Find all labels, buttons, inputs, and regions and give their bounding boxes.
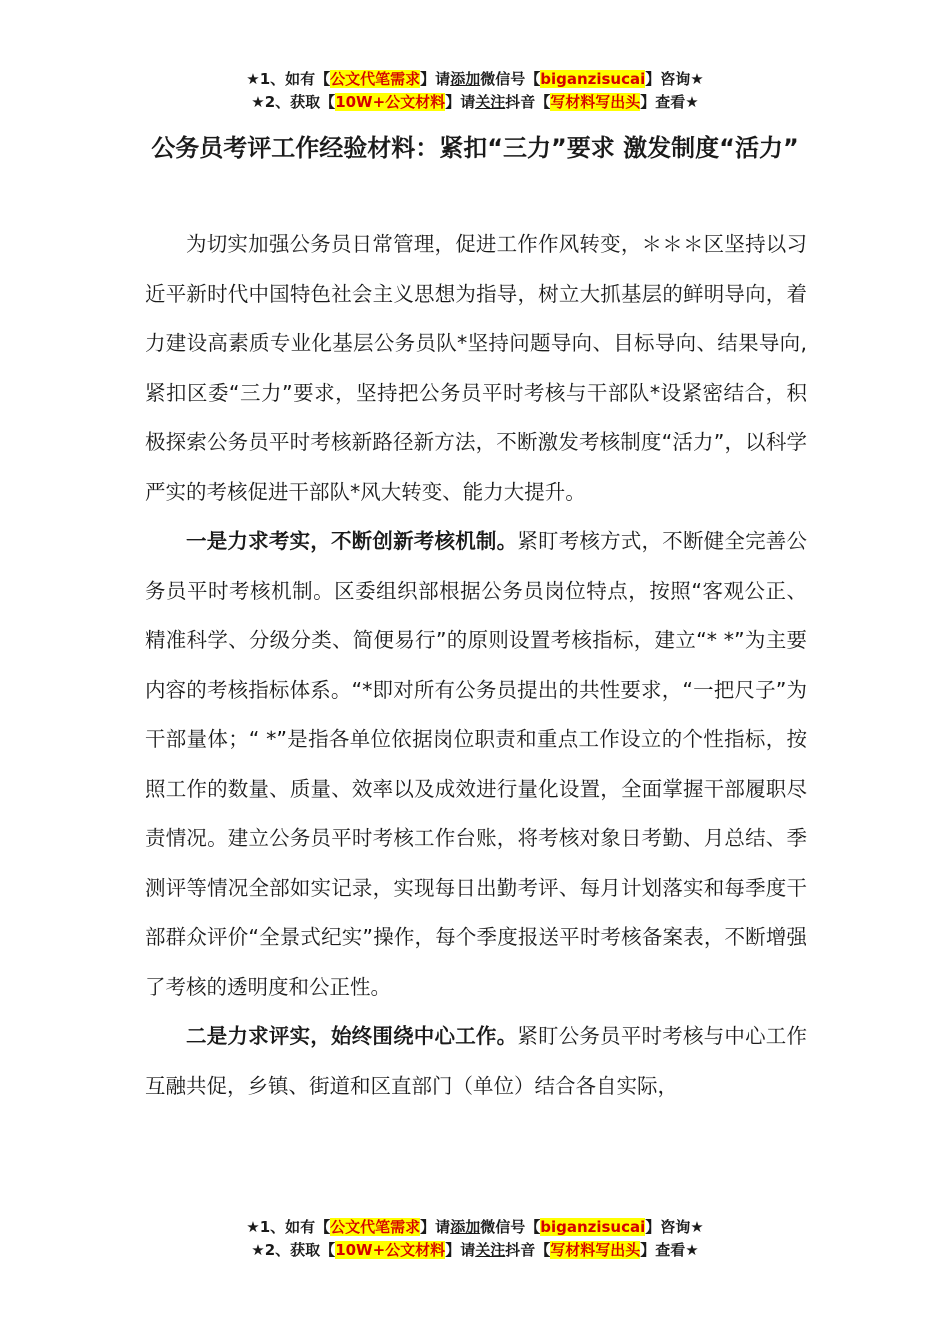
banner-text: 】查看★ <box>640 1241 699 1259</box>
paragraph-section-1 <box>145 517 807 1012</box>
paragraph-intro <box>145 220 807 517</box>
banner-underline: 关注 <box>475 93 506 111</box>
banner-text: 】咨询★ <box>645 70 704 88</box>
paragraph-lead: 一是力求考实，不断创新考核机制。 <box>186 529 518 553</box>
paragraph-text: 紧盯公务员平时考核与中心工作互融共促，乡镇、街道和区直部门（单位）结合各自实际， <box>145 1024 808 1098</box>
banner-highlight: 公文代笔需求 <box>330 1218 421 1236</box>
banner-line-2 <box>0 91 950 114</box>
banner-underline: 关注 <box>475 1241 506 1259</box>
banner-highlight: biganzisucai <box>540 1218 646 1236</box>
banner-underline: 添加 <box>450 1218 481 1236</box>
banner-highlight: 10W+公文材料 <box>335 93 446 111</box>
paragraph-text: 紧盯考核方式，不断健全完善公务员平时考核机制。区委组织部根据公务员岗位特点，按照“客观公正、精准科学、分级分类、简便易行”的原则设置考核指标，建立“* *”为主要内容的考核指标体系。“*即对所有公务员提出的共性要求，“一把尺子”为干部量体；“ *”是指各单位依据岗位职责和重点工作设立的个性指标，按照工作的数量、质量、效率以及成效进行量化设置，全面掌握干部履职尽责情况。建立公务员平时考核工作台账，将考核对象日考勤、月总结、季测评等情况全部如实记录，实现每日出勤考评、每月计划落实和每季度干部群众评价“全景式纪实”操作，每个季度报送平时考核备案表，不断增强了考核的透明度和公正性。 <box>145 529 808 999</box>
banner-highlight: 公文代笔需求 <box>330 70 421 88</box>
document-body <box>145 220 807 1111</box>
banner-text: 】咨询★ <box>645 1218 704 1236</box>
banner-text: 】请 <box>445 93 476 111</box>
banner-text: 】查看★ <box>640 93 699 111</box>
banner-text: 】请 <box>420 70 451 88</box>
banner-text: 】请 <box>420 1218 451 1236</box>
banner-text: ★1、如有【 <box>246 70 331 88</box>
banner-underline: 添加 <box>450 70 481 88</box>
banner-line-1 <box>0 1216 950 1239</box>
paragraph-text: 为切实加强公务员日常管理，促进工作作风转变，＊＊＊区坚持以习近平新时代中国特色社会主义思想为指导，树立大抓基层的鲜明导向，着力建设高素质专业化基层公务员队*坚持问题导向、目标导向、结果导向,紧扣区委“三力”要求，坚持把公务员平时考核与干部队*设紧密结合，积极探索公务员平时考核新路径新方法，不断激发考核制度“活力”，以科学严实的考核促进干部队*风大转变、能力大提升。 <box>145 232 807 504</box>
banner-highlight: 写材料写出头 <box>550 1241 641 1259</box>
banner-text: ★1、如有【 <box>246 1218 331 1236</box>
banner-highlight: biganzisucai <box>540 70 646 88</box>
banner-line-1 <box>0 68 950 91</box>
banner-text: 微信号【 <box>480 1218 541 1236</box>
banner-line-2 <box>0 1239 950 1262</box>
banner-text: 抖音【 <box>505 93 551 111</box>
header-banner <box>0 68 950 114</box>
banner-text: ★2、获取【 <box>251 93 336 111</box>
banner-text: ★2、获取【 <box>251 1241 336 1259</box>
document-title: 公务员考评工作经验材料：紧扣“三力”要求 激发制度“活力” <box>151 134 799 162</box>
banner-highlight: 10W+公文材料 <box>335 1241 446 1259</box>
paragraph-section-2 <box>145 1012 807 1111</box>
banner-text: 抖音【 <box>505 1241 551 1259</box>
banner-text: 微信号【 <box>480 70 541 88</box>
banner-highlight: 写材料写出头 <box>550 93 641 111</box>
banner-text: 】请 <box>445 1241 476 1259</box>
paragraph-lead: 二是力求评实，始终围绕中心工作。 <box>186 1024 518 1048</box>
footer-banner <box>0 1216 950 1262</box>
